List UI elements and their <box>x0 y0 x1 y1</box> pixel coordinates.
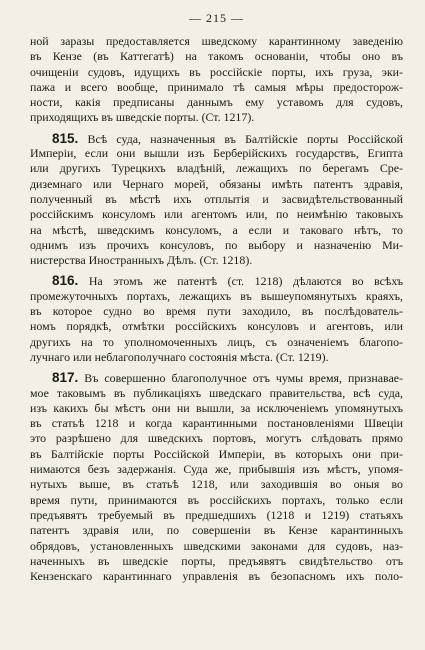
text-line: или другихъ Турецкихъ владѣній, лежащихъ по берегамъ Сре- <box>30 161 403 176</box>
text-line: мое таковымъ въ публикаціяхъ шведскаго правительства, всѣ суда, <box>30 385 403 400</box>
text-line: полученный въ мѣстѣ ихъ отплытія и засвидѣтельствованный <box>30 191 403 206</box>
text-line: однимъ изъ прочихъ консуловъ, по выбору и назначенію Ми- <box>30 237 403 252</box>
text-line: на мѣстѣ, шведскимъ консуломъ, а если и таковаго нѣтъ, то <box>30 222 403 237</box>
text-line: въ Балтійскіе порты Россійской Имперіи, въ которыхъ они при- <box>30 446 403 461</box>
text-line: патентъ здравія или, по совершеніи въ Кензе карантинныхъ <box>30 523 403 538</box>
article-816 <box>30 273 403 365</box>
article-817 <box>30 370 403 584</box>
text-line: Кензенскаго карантиннаго управленія въ безопасномъ ихъ поло- <box>30 569 403 584</box>
page-number: — 215 — <box>189 11 244 25</box>
text-line: 817. Въ совершенно благополучное отъ чумы время, признавае- <box>52 370 403 386</box>
text-line: ной заразы предоставляется шведскому карантинному заведенію <box>30 34 403 48</box>
text-line: наченныхъ въ шведскіе порты, предъявятъ свидѣтельство отъ <box>30 553 403 568</box>
text-line: нутыхъ выше, въ статьѣ 1218, или заходившія во оныя во <box>30 477 403 492</box>
text-line: Имперіи, если они вышли изъ Берберійскихъ государствъ, Египта <box>30 146 403 161</box>
text-line: изъ какихъ бы мѣстъ они ни вышли, за исключеніемъ упомянутыхъ <box>30 400 403 415</box>
text-line: 815. Всѣ суда, назначенныя въ Балтійскіе порты Россійской <box>52 130 403 146</box>
article-number: 817. <box>52 370 79 386</box>
paragraph-continuation <box>30 34 403 126</box>
text-line: въ Кензе (въ Каттегатѣ) на такомъ основаніи, чтобы оно въ <box>30 49 403 64</box>
text-line: это разрѣшено для шведскихъ портовъ, могутъ слѣдовать прямо <box>30 431 403 446</box>
text-line: 816. На этомъ же патентѣ (ст. 1218) дѣлаются во всѣхъ <box>52 273 403 289</box>
text-line: очищеніи судовъ, идущихъ въ россійскіе порты, ихъ груза, эки- <box>30 64 403 79</box>
text-line: промежуточныхъ портахъ, лежащихъ въ вышеупомянутыхъ краяхъ, <box>30 288 403 303</box>
text-line: пажа и всего вообще, принимало тѣ самыя мѣры предосторож- <box>30 79 403 94</box>
text-line: обрядовъ, установленныхъ шведскими законами для судовъ, наз- <box>30 538 403 553</box>
article-number: 815. <box>52 130 79 146</box>
text-line: россійскимъ консуломъ или агентомъ или, по неимѣнію таковыхъ <box>30 207 403 222</box>
text-line: приходящихъ въ шведскіе порты. (Ст. 1217). <box>30 110 255 125</box>
text-line: другихъ на то уполномоченныхъ лицъ, съ означеніемъ благопо- <box>30 334 403 349</box>
text-line: диземнаго или Чернаго морей, обязаны имѣть патентъ здравія, <box>30 176 403 191</box>
text-line: въ статьѣ 1218 и когда карантинными постановленіями Швеціи <box>30 416 403 431</box>
article-815 <box>30 131 403 269</box>
text-line: лучнаго или неблагополучнаго состоянія мѣста. (Ст. 1219). <box>30 349 329 364</box>
text-line: ности, какія предписаны даннымъ ему уставомъ для судовъ, <box>30 95 403 110</box>
text-line: предъявятъ требуемый въ предшедшихъ (1218 и 1219) статьяхъ <box>30 507 403 522</box>
article-number: 816. <box>52 273 79 289</box>
text-line: номъ порядкѣ, отмѣтки россійскихъ консуловъ и агентовъ, или <box>30 319 403 334</box>
body-text <box>30 34 403 584</box>
text-line: въ которое судно во время пути заходило, въ послѣдователь- <box>30 304 403 319</box>
text-line: нистерства Иностранныхъ Дѣлъ. (Ст. 1218). <box>30 253 253 268</box>
text-line: нимаются безъ задержанія. Суда же, прибывшія изъ мѣстъ, упомя- <box>30 462 403 477</box>
text-line: время пути, принимаются въ россійскихъ портахъ, только если <box>30 492 403 507</box>
